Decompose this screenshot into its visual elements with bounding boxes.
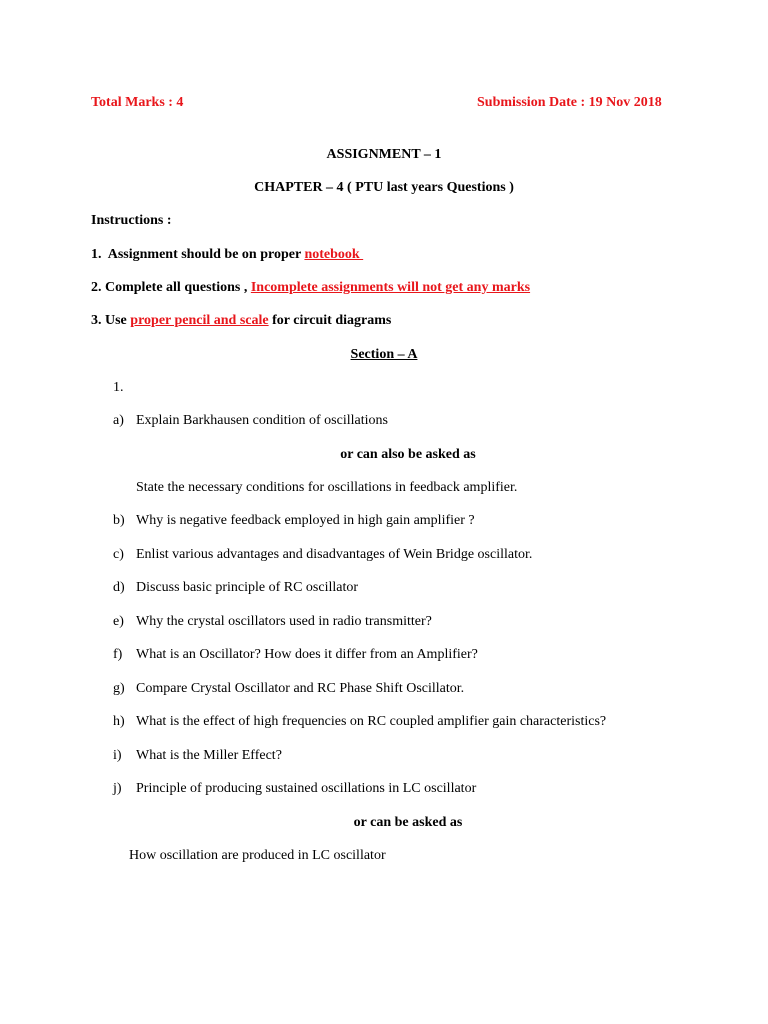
question-b-text: Why is negative feedback employed in high gain amplifier ? [136,513,475,528]
question-d-letter: d) [113,580,125,595]
alt-text-1: State the necessary conditions for oscillations in feedback amplifier. [136,480,518,495]
alt-text-2: How oscillation are produced in LC oscillator [129,848,386,863]
question-h-letter: h) [113,714,125,729]
alt-heading-1: or can also be asked as [340,447,476,462]
question-number: 1. [113,380,124,395]
instruction-item-3-suffix: for circuit diagrams [268,313,392,328]
instruction-item-1-prefix: 1. Assignment should be on proper [91,247,305,262]
question-a-letter: a) [113,413,124,428]
instruction-item-1 [91,247,363,263]
question-c-letter: c) [113,547,124,562]
question-i-text: What is the Miller Effect? [136,748,282,763]
question-h-text: What is the effect of high frequencies on RC coupled amplifier gain characteristics? [136,714,607,729]
question-d-text: Discuss basic principle of RC oscillator [136,580,359,595]
assignment-title: ASSIGNMENT – 1 [326,147,442,162]
instruction-item-2-highlight: Incomplete assignments will not get any marks [250,280,531,295]
instruction-item-2-prefix: 2. Complete all questions , [91,280,251,295]
question-i-letter: i) [113,748,122,763]
question-f-text: What is an Oscillator? How does it differ from an Amplifier? [136,647,478,662]
instruction-item-3-highlight: proper pencil and scale [130,313,269,328]
question-a-text: Explain Barkhausen condition of oscillations [136,413,388,428]
question-f-letter: f) [113,647,123,662]
section-title: Section – A [350,347,418,362]
total-marks: Total Marks : 4 [91,95,184,110]
question-e-letter: e) [113,614,124,629]
chapter-title: CHAPTER – 4 ( PTU last years Questions ) [254,180,514,195]
question-g-text: Compare Crystal Oscillator and RC Phase Shift Oscillator. [136,681,465,696]
question-e-text: Why the crystal oscillators used in radio transmitter? [136,614,432,629]
instruction-item-3 [91,313,391,329]
question-b-letter: b) [113,513,125,528]
instruction-item-2 [91,280,530,296]
question-g-letter: g) [113,681,125,696]
submission-date: Submission Date : 19 Nov 2018 [477,95,662,110]
instruction-item-3-prefix: 3. Use [91,313,131,328]
alt-heading-2: or can be asked as [353,815,463,830]
question-c-text: Enlist various advantages and disadvantages of Wein Bridge oscillator. [136,547,533,562]
question-j-text: Principle of producing sustained oscillations in LC oscillator [136,781,477,796]
question-j-letter: j) [113,781,122,796]
instructions-heading: Instructions : [91,213,172,228]
instruction-item-1-highlight: notebook [304,247,364,262]
